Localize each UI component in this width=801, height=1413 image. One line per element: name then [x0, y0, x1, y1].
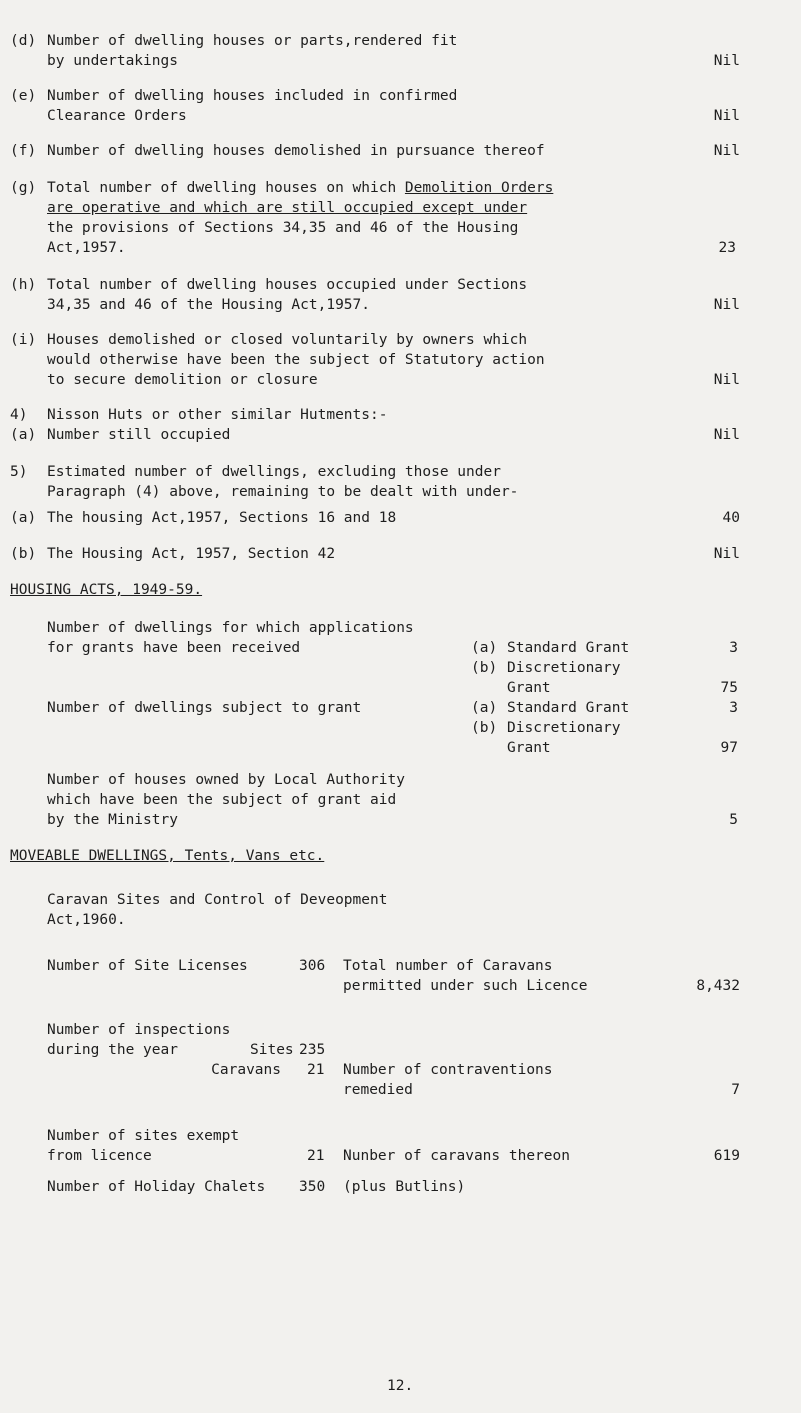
item-value: 235 [299, 1042, 326, 1058]
item-value: 350 [299, 1179, 326, 1195]
item-text: Clearance Orders [47, 108, 187, 124]
item-text: Number of dwellings for which applications [47, 620, 414, 636]
item-label: (d) [10, 33, 37, 49]
item-label: (b) [10, 546, 37, 562]
section-heading: Nisson Huts or other similar Hutments:- [47, 407, 388, 423]
item-value: 7 [731, 1082, 740, 1098]
item-text: would otherwise have been the subject of Statutory action [47, 352, 545, 368]
item-label: (h) [10, 277, 37, 293]
item-text: Number of dwelling houses demolished in pursuance thereof [47, 143, 545, 159]
item-text: by undertakings [47, 53, 178, 69]
item-text: to secure demolition or closure [47, 372, 318, 388]
item-text-part: Total number of dwelling houses on which [47, 180, 405, 196]
item-text: Number of inspections [47, 1022, 231, 1038]
item-text: Number of houses owned by Local Authority [47, 772, 405, 788]
section-heading: HOUSING ACTS, 1949-59. [10, 582, 203, 598]
item-text: 34,35 and 46 of the Housing Act,1957. [47, 297, 371, 313]
item-text: Number of Holiday Chalets [47, 1179, 266, 1195]
underlined-text: Demolition Orders [404, 180, 554, 196]
item-value: Nil [713, 108, 740, 124]
item-value: 40 [722, 510, 740, 526]
item-text: Caravans [211, 1062, 281, 1078]
item-text: The Housing Act, 1957, Section 42 [47, 546, 336, 562]
item-text: Discretionary [507, 720, 621, 736]
item-value: Nil [713, 143, 740, 159]
item-text: Total number of Caravans [343, 958, 553, 974]
item-text: Standard Grant [507, 700, 630, 716]
item-text: Number of contraventions [343, 1062, 553, 1078]
item-text: Number still occupied [47, 427, 231, 443]
item-text: Estimated number of dwellings, excluding those under [47, 464, 501, 480]
item-text: Grant [507, 740, 551, 756]
item-value: 97 [720, 740, 738, 756]
item-value: 8,432 [696, 978, 740, 994]
item-text: Houses demolished or closed voluntarily by owners which [47, 332, 528, 348]
item-label: (g) [10, 180, 37, 196]
item-value: 75 [720, 680, 738, 696]
item-text: by the Ministry [47, 812, 178, 828]
item-text: (plus Butlins) [343, 1179, 466, 1195]
item-text: the provisions of Sections 34,35 and 46 of the Housing [47, 220, 519, 236]
item-label: (a) [471, 700, 498, 716]
item-value: 23 [718, 240, 736, 256]
item-label: (e) [10, 88, 37, 104]
item-text: Number of sites exempt [47, 1128, 240, 1144]
page-number: 12. [387, 1378, 414, 1394]
item-label: (a) [10, 510, 37, 526]
item-text: Standard Grant [507, 640, 630, 656]
item-value: 619 [713, 1148, 740, 1164]
underlined-text: are operative and which are still occupied except under [47, 200, 528, 216]
item-text: Caravan Sites and Control of Deveopment [47, 892, 388, 908]
item-text: Act,1957. [47, 240, 126, 256]
item-value: Nil [713, 546, 740, 562]
item-text: Total number of dwelling houses occupied under Sections [47, 277, 528, 293]
section-number: 4) [10, 407, 28, 423]
item-text: during the year [47, 1042, 178, 1058]
item-value: Nil [713, 297, 740, 313]
item-label: (f) [10, 143, 37, 159]
item-value: Nil [713, 427, 740, 443]
item-text: remedied [343, 1082, 413, 1098]
item-value: 21 [307, 1062, 325, 1078]
item-value: 3 [729, 700, 738, 716]
item-label: (b) [471, 720, 498, 736]
item-text: for grants have been received [47, 640, 301, 656]
item-label: (b) [471, 660, 498, 676]
item-text: which have been the subject of grant aid [47, 792, 397, 808]
item-text: Number of dwellings subject to grant [47, 700, 362, 716]
item-text: The housing Act,1957, Sections 16 and 18 [47, 510, 397, 526]
item-value: Nil [713, 53, 740, 69]
item-text [47, 178, 553, 198]
item-value: 3 [729, 640, 738, 656]
item-text: Nunber of caravans thereon [343, 1148, 570, 1164]
item-text: Grant [507, 680, 551, 696]
item-value: Nil [713, 372, 740, 388]
item-text: Discretionary [507, 660, 621, 676]
section-heading: MOVEABLE DWELLINGS, Tents, Vans etc. [10, 848, 325, 864]
item-text: Sites [250, 1042, 294, 1058]
item-text: from licence [47, 1148, 152, 1164]
item-text: Number of Site Licenses [47, 958, 248, 974]
item-text: Number of dwelling houses or parts,rendered fit [47, 33, 458, 49]
item-text: Number of dwelling houses included in confirmed [47, 88, 458, 104]
item-value: 306 [299, 958, 326, 974]
item-text: Paragraph (4) above, remaining to be dealt with under- [47, 484, 519, 500]
item-text: Act,1960. [47, 912, 126, 928]
item-label: (a) [471, 640, 498, 656]
item-value: 5 [729, 812, 738, 828]
item-label: (i) [10, 332, 37, 348]
item-text: permitted under such Licence [343, 978, 588, 994]
item-value: 21 [307, 1148, 325, 1164]
item-label: (a) [10, 427, 37, 443]
section-number: 5) [10, 464, 28, 480]
